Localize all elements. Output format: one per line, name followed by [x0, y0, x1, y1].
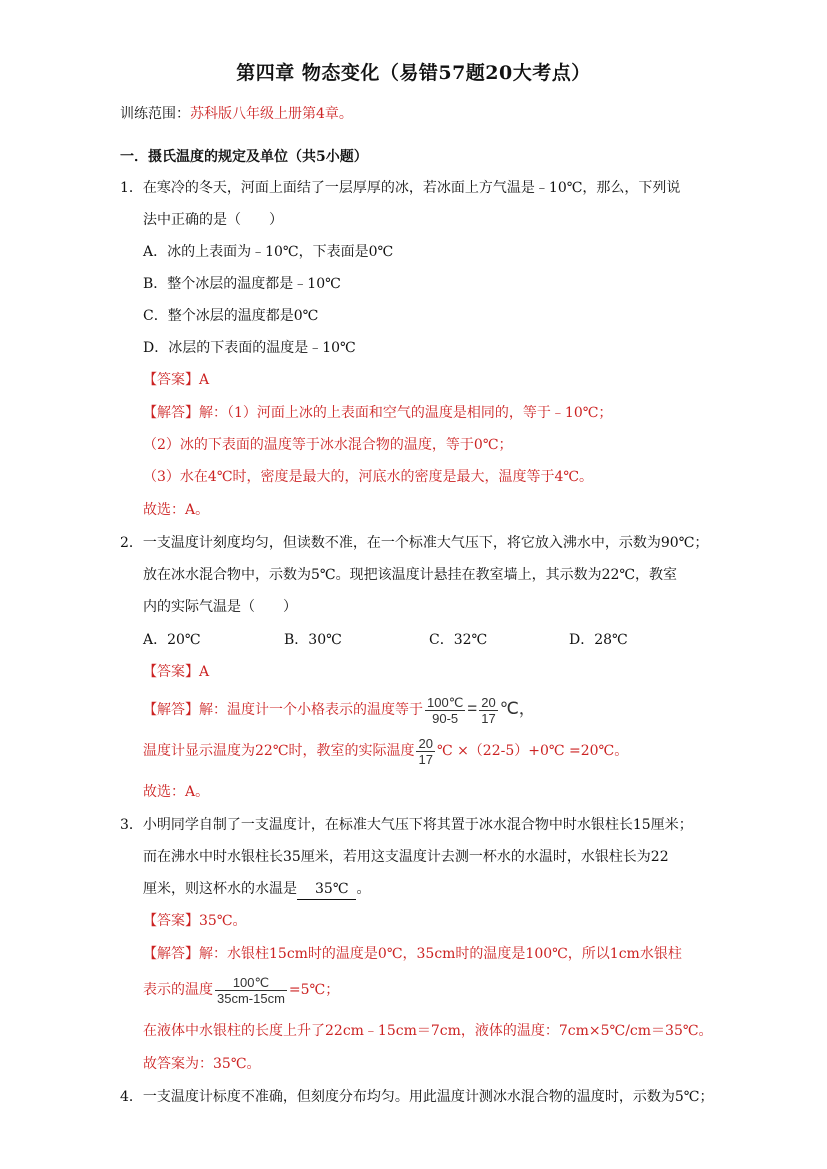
q2-frac2-num: 20 — [481, 694, 496, 710]
section-heading: 一．摄氏温度的规定及单位（共5小题） — [120, 149, 368, 165]
scope-value: 苏科版八年级上册第4章。 — [190, 106, 353, 122]
q3-frac-den: 35cm-15cm — [217, 990, 285, 1006]
q3-stem-pre: 厘米，则这杯水的水温是 — [143, 881, 297, 897]
q3-solution-line1: 【解答】解：水银柱15cm时的温度是0℃，35cm时的温度是100℃，所以1cm水银柱 — [143, 946, 682, 962]
q3-stem-line3 — [143, 879, 370, 900]
q2-eq1: = — [467, 699, 478, 718]
q2-choice: 故选：A。 — [143, 784, 210, 800]
q2-sol2-tail: ℃ ×（22-5）+0℃ =20℃。 — [436, 743, 629, 759]
q2-sol1-text: 【解答】解：温度计一个小格表示的温度等于 — [143, 702, 423, 718]
q1-option-a: A．冰的上表面为﹣10℃，下表面是0℃ — [143, 244, 394, 260]
q1-stem-line2: 法中正确的是（ ） — [143, 212, 283, 228]
q1-solution-line2: （2）冰的下表面的温度等于冰水混合物的温度，等于0℃； — [143, 437, 513, 453]
q2-frac1-den: 90-5 — [432, 710, 459, 726]
q2-unit1: ℃， — [499, 699, 536, 718]
q2-answer: 【答案】A — [143, 664, 210, 680]
q2-frac1-num: 100℃ — [427, 694, 464, 710]
q3-frac-num: 100℃ — [215, 975, 287, 991]
q3-answer: 【答案】35℃。 — [143, 913, 247, 929]
q2-solution-line1 — [143, 692, 536, 727]
q1-solution-line3: （3）水在4℃时，密度是最大的，河底水的密度是最大，温度等于4℃。 — [143, 469, 594, 485]
q3-stem-line2: 而在沸水中时水银柱长35厘米，若用这支温度计去测一杯水的水温时，水银柱长为22 — [143, 849, 669, 865]
q1-option-c: C．整个冰层的温度都是0℃ — [143, 308, 319, 324]
q2-stem-line3: 内的实际气温是（ ） — [143, 599, 297, 615]
q2-option-a: A．20℃ — [143, 632, 201, 648]
q2-sol2-text: 温度计显示温度为22℃时，教室的实际温度 — [143, 743, 415, 759]
q3-choice: 故答案为：35℃。 — [143, 1056, 261, 1072]
q1-stem-line1: 1．在寒冷的冬天，河面上面结了一层厚厚的冰，若冰面上方气温是﹣10℃，那么，下列说 — [120, 180, 681, 196]
q3-sol2-post: =5℃； — [288, 982, 340, 998]
q2-solution-line2 — [143, 734, 628, 768]
q3-stem-post: 。 — [356, 881, 371, 897]
q2-stem-line1: 2．一支温度计刻度均匀，但读数不准，在一个标准大气压下，将它放入沸水中，示数为90℃； — [120, 535, 709, 551]
q2-frac2-den: 17 — [481, 710, 496, 726]
q2-fraction-2 — [479, 695, 497, 726]
q1-solution-line1: 【解答】解：（1）河面上冰的上表面和空气的温度是相同的，等于﹣10℃； — [143, 405, 613, 421]
q2-option-b: B．30℃ — [284, 632, 342, 648]
training-scope — [120, 104, 353, 124]
page-title: 第四章 物态变化（易错57题20大考点） — [236, 62, 591, 84]
q3-fraction — [215, 975, 287, 1006]
q2-stem-line2: 放在冰水混合物中，示数为5℃。现把该温度计悬挂在教室墙上，其示数为22℃，教室 — [143, 567, 678, 583]
q2-frac3-den: 17 — [418, 751, 433, 767]
q1-answer: 【答案】A — [143, 372, 210, 388]
q3-sol2-pre: 表示的温度 — [143, 982, 213, 998]
q3-answer-blank: 35℃ — [297, 879, 356, 900]
q4-stem-line1: 4．一支温度计标度不准确，但刻度分布均匀。用此温度计测冰水混合物的温度时，示数为5℃； — [120, 1089, 714, 1105]
q3-solution-line3: 在液体中水银柱的长度上升了22cm﹣15cm＝7cm，液体的温度：7cm×5℃/cm＝35℃。 — [143, 1023, 713, 1039]
q1-choice: 故选：A。 — [143, 502, 210, 518]
q2-frac3-num: 20 — [418, 735, 433, 751]
q1-option-b: B．整个冰层的温度都是﹣10℃ — [143, 276, 341, 292]
q3-solution-line2 — [143, 973, 339, 1007]
q2-fraction-3 — [416, 736, 434, 767]
scope-label: 训练范围： — [120, 106, 190, 122]
q2-option-c: C．32℃ — [429, 632, 488, 648]
q2-fraction-1 — [425, 695, 465, 726]
q2-option-d: D．28℃ — [569, 632, 628, 648]
q3-stem-line1: 3．小明同学自制了一支温度计，在标准大气压下将其置于冰水混合物中时水银柱长15厘米； — [120, 817, 693, 833]
q1-option-d: D．冰层的下表面的温度是﹣10℃ — [143, 340, 356, 356]
